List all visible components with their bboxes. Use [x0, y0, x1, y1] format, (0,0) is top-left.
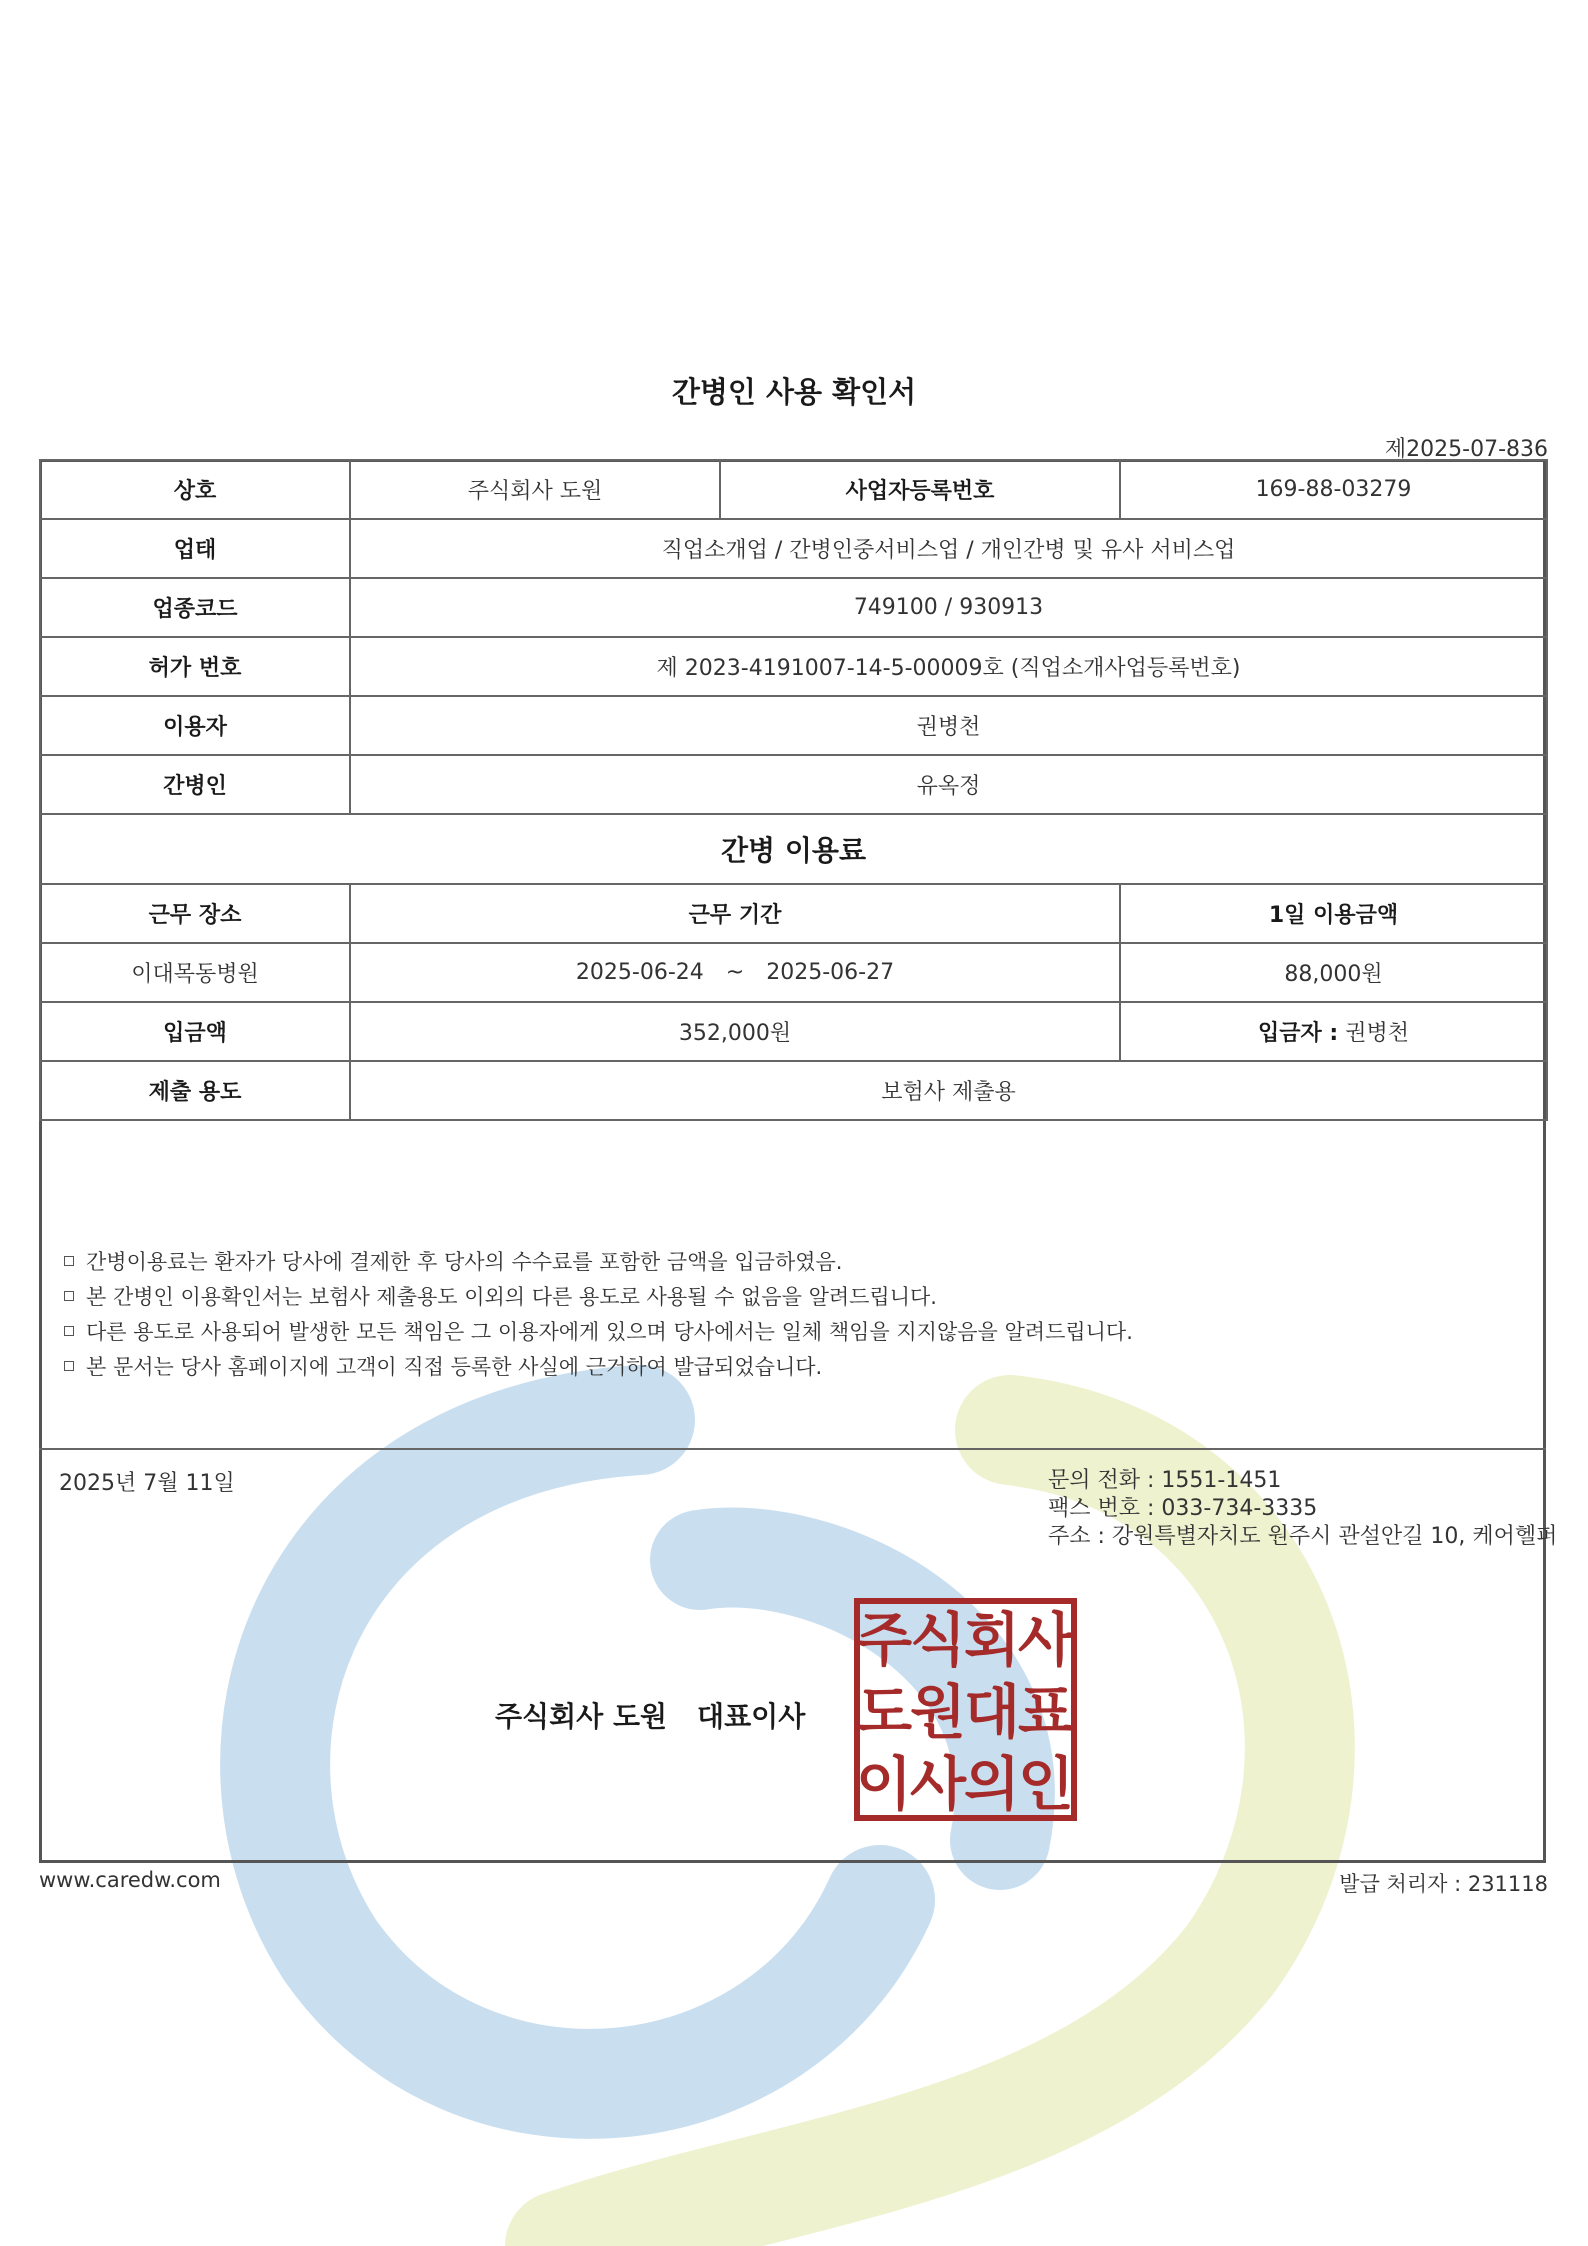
caregiver-value: 유옥정: [350, 755, 1547, 814]
seal-glyph: 사: [1017, 1606, 1075, 1674]
table-row: [40, 814, 1547, 884]
fee-section-title: 간병 이용료: [40, 814, 1547, 884]
business-type-label: 업태: [40, 519, 350, 578]
square-bullet-icon: [64, 1326, 74, 1336]
purpose-label: 제출 용도: [40, 1061, 350, 1120]
square-bullet-icon: [64, 1256, 74, 1266]
table-row: [40, 460, 1547, 519]
phone-number: 문의 전화 : 1551-1451: [1048, 1468, 1282, 1493]
table-row: [40, 1002, 1547, 1061]
list-item: 다른 용도로 사용되어 발생한 모든 책임은 그 이용자에게 있으며 당사에서는 일체 책임을 지지않음을 알려드립니다.: [64, 1315, 1133, 1350]
seal-glyph: 원: [909, 1678, 967, 1746]
user-label: 이용자: [40, 696, 350, 755]
period-end: 2025-06-27: [766, 960, 895, 985]
list-item: 본 간병인 이용확인서는 보험사 제출용도 이외의 다른 용도로 사용될 수 없음을 알려드립니다.: [64, 1280, 1133, 1315]
issuer-info: 발급 처리자 : 231118: [1339, 1872, 1548, 1896]
daily-amount-label: 1일 이용금액: [1120, 884, 1547, 943]
work-place-label: 근무 장소: [40, 884, 350, 943]
table-row: [40, 884, 1547, 943]
table-row: [40, 696, 1547, 755]
contact-info: [1048, 1467, 1557, 1551]
business-type-value: 직업소개업 / 간병인중서비스업 / 개인간병 및 유사 서비스업: [350, 519, 1547, 578]
industry-code-value: 749100 / 930913: [350, 578, 1547, 637]
notes-list: [64, 1245, 1133, 1385]
period-start: 2025-06-24: [575, 960, 704, 985]
square-bullet-icon: [64, 1291, 74, 1301]
issue-date: 2025년 7월 11일: [59, 1471, 235, 1496]
website: www.caredw.com: [39, 1868, 221, 1892]
table-row: [40, 519, 1547, 578]
seal-glyph: 의: [963, 1750, 1021, 1818]
biz-reg-value: 169-88-03279: [1120, 460, 1547, 519]
table-row: [40, 1061, 1547, 1120]
trade-name-value: 주식회사 도원: [350, 460, 720, 519]
depositor-value: 권병천: [1345, 1021, 1409, 1046]
document-number: 제2025-07-836: [1384, 437, 1548, 462]
seal-glyph: 회: [963, 1606, 1021, 1674]
info-table: [39, 459, 1548, 1121]
industry-code-label: 업종코드: [40, 578, 350, 637]
user-value: 권병천: [350, 696, 1547, 755]
document-title: 간병인 사용 확인서: [671, 375, 917, 409]
square-bullet-icon: [64, 1361, 74, 1371]
divider: [39, 1448, 1546, 1450]
table-row: [40, 943, 1547, 1002]
seal-glyph: 표: [1017, 1678, 1075, 1746]
seal-glyph: 도: [855, 1678, 913, 1746]
table-row: [40, 578, 1547, 637]
address: 주소 : 강원특별자치도 원주시 관설안길 10, 케어헬퍼: [1048, 1524, 1558, 1549]
work-period-value: [350, 943, 1120, 1002]
seal-glyph: 대: [963, 1678, 1021, 1746]
permit-label: 허가 번호: [40, 637, 350, 696]
table-row: [40, 755, 1547, 814]
trade-name-label: 상호: [40, 460, 350, 519]
fax-number: 팩스 번호 : 033-734-3335: [1048, 1496, 1318, 1521]
purpose-value: 보험사 제출용: [350, 1061, 1547, 1120]
caregiver-label: 간병인: [40, 755, 350, 814]
biz-reg-label: 사업자등록번호: [720, 460, 1120, 519]
work-place-value: 이대목동병원: [40, 943, 350, 1002]
list-item: 간병이용료는 환자가 당사에 결제한 후 당사의 수수료를 포함한 금액을 입금하였음.: [64, 1245, 1133, 1280]
seal-glyph: 이: [855, 1750, 913, 1818]
list-item: 본 문서는 당사 홈페이지에 고객이 직접 등록한 사실에 근거하여 발급되었습니다.: [64, 1350, 1133, 1385]
seal-glyph: 식: [909, 1606, 967, 1674]
daily-amount-value: 88,000원: [1120, 943, 1547, 1002]
work-period-label: 근무 기간: [350, 884, 1120, 943]
seal-glyph: 사: [909, 1750, 967, 1818]
depositor-label: 입금자 :: [1258, 1021, 1339, 1046]
table-row: [40, 637, 1547, 696]
permit-value: 제 2023-4191007-14-5-00009호 (직업소개사업등록번호): [350, 637, 1547, 696]
company-seal-stamp: [854, 1598, 1077, 1821]
signature-line: [495, 1695, 805, 1735]
depositor-cell: [1120, 1002, 1547, 1061]
ceo-title: 대표이사: [697, 1700, 806, 1733]
period-separator: ~: [725, 960, 745, 985]
deposit-value: 352,000원: [350, 1002, 1120, 1061]
deposit-label: 입금액: [40, 1002, 350, 1061]
seal-glyph: 인: [1017, 1750, 1075, 1818]
seal-glyph: 주: [855, 1606, 913, 1674]
company-name: 주식회사 도원: [495, 1700, 668, 1733]
